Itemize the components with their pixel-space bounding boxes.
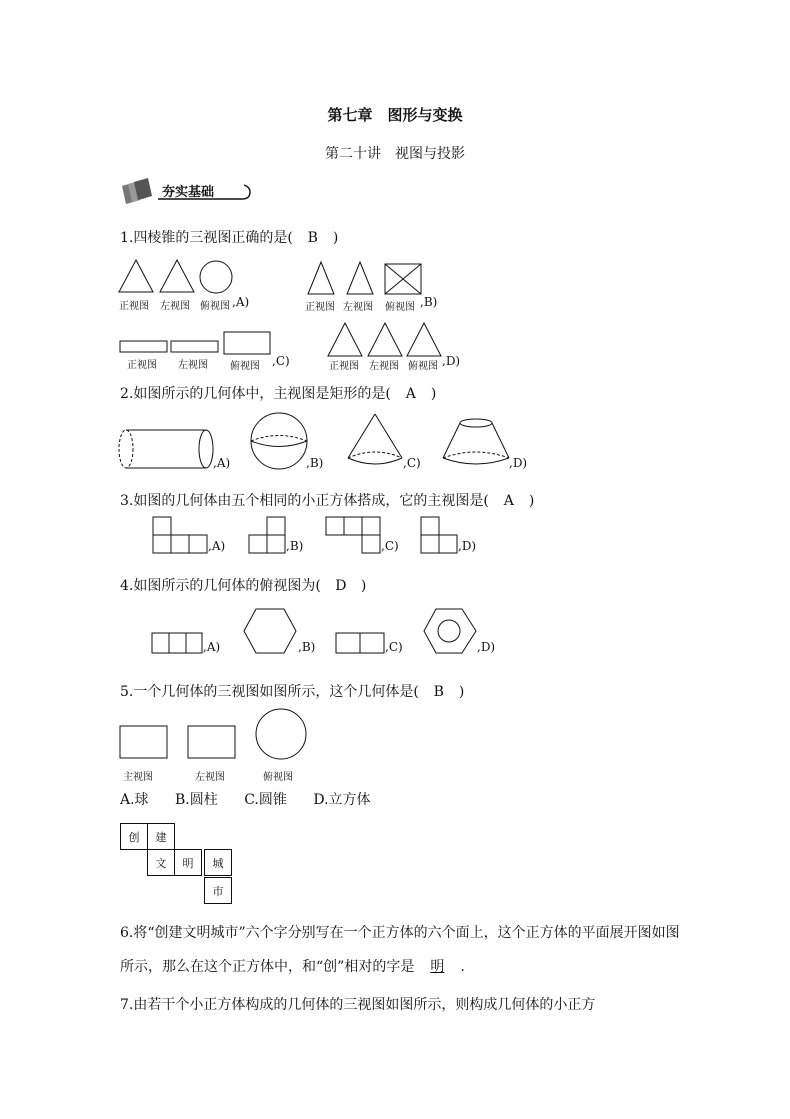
q1-option-d: ,D) [442,354,461,368]
q1d-front-caption: 正视图 [329,361,359,372]
q1c-left-caption: 左视图 [178,360,208,371]
q4-option-c: ,C) [385,640,403,654]
q5-top-caption: 俯视图 [263,772,293,783]
section-badge [118,178,258,206]
net-cell: 城 [204,849,232,876]
q2-option-b: ,B) [306,456,324,470]
q4-option-a: ,A) [203,640,221,654]
question-2-answer: A [405,386,416,402]
q1b-left-caption: 左视图 [343,302,373,313]
question-7-text: 7.由若干个小正方体构成的几何体的三视图如图所示，则构成几何体的小正方 [120,997,596,1013]
q1a-front-caption: 正视图 [119,301,149,312]
question-6-text: 6.将“创建文明城市”六个字分别写在一个正方体的六个面上，这个正方体的平面展开图如图所示，那么在这个正方体中，和“创”相对的字是 明 . [120,916,680,984]
q1a-top-caption: 俯视图 [200,301,230,312]
lecture-title: 第二十讲 视图与投影 [325,146,465,162]
question-4-figures [150,605,490,660]
q1c-front-caption: 正视图 [127,360,157,371]
q3-option-b: ,B) [286,539,304,553]
question-2-stem: 2.如图所示的几何体中，主视图是矩形的是( A ) [120,386,437,402]
question-1-stem: 1.四棱锥的三视图正确的是( B ) [120,230,339,246]
q1d-top-caption: 俯视图 [408,361,438,372]
q5-choices [120,789,393,809]
q2-option-d: ,D) [509,456,528,470]
q5-choice-a: A.球 [120,792,149,808]
q1c-top-caption: 俯视图 [230,361,260,372]
net-cell: 建 [147,823,175,850]
q3-option-c: ,C) [381,539,399,553]
q3-option-a: ,A) [208,539,226,553]
q4-option-d: ,D) [477,640,496,654]
chapter-title: 第七章 图形与变换 [327,106,463,124]
q1b-front-caption: 正视图 [305,302,335,313]
q4-option-b: ,B) [298,640,316,654]
question-3-stem: 3.如图的几何体由五个相同的小正方体搭成，它的主视图是( A ) [120,493,535,509]
question-2-figures [115,410,535,472]
question-3-answer: A [503,493,514,509]
q1-option-b: ,B) [420,295,438,309]
net-cell: 文 [147,849,175,876]
question-5-figures [115,705,315,765]
q3-option-d: ,D) [458,539,477,553]
question-3-figures [150,515,490,555]
q2-option-c: ,C) [403,456,421,470]
question-6-answer: 明 [430,959,445,975]
net-cell: 创 [120,823,148,850]
question-4-stem: 4.如图所示的几何体的俯视图为( D ) [120,578,367,594]
q5-choice-b: B.圆柱 [175,792,218,808]
section-badge-label: 夯实基础 [162,185,215,200]
q5-main-caption: 主视图 [123,772,153,783]
question-1-answer: B [307,230,318,246]
q1-option-a: ,A) [232,295,250,309]
net-cell: 明 [174,849,202,876]
q2-option-a: ,A) [213,456,231,470]
question-4-answer: D [335,578,347,594]
q1a-left-caption: 左视图 [160,301,190,312]
q5-choice-c: C.圆锥 [244,792,287,808]
q1b-top-caption: 俯视图 [385,302,415,313]
q1d-left-caption: 左视图 [369,361,399,372]
cube-net [120,823,240,913]
question-5-stem: 5.一个几何体的三视图如图所示，这个几何体是( B ) [120,684,465,700]
question-5-answer: B [433,684,444,700]
q5-choice-d: D.立方体 [313,792,371,808]
q5-left-caption: 左视图 [195,772,225,783]
q1-option-c: ,C) [272,354,290,368]
net-cell: 市 [204,877,232,904]
